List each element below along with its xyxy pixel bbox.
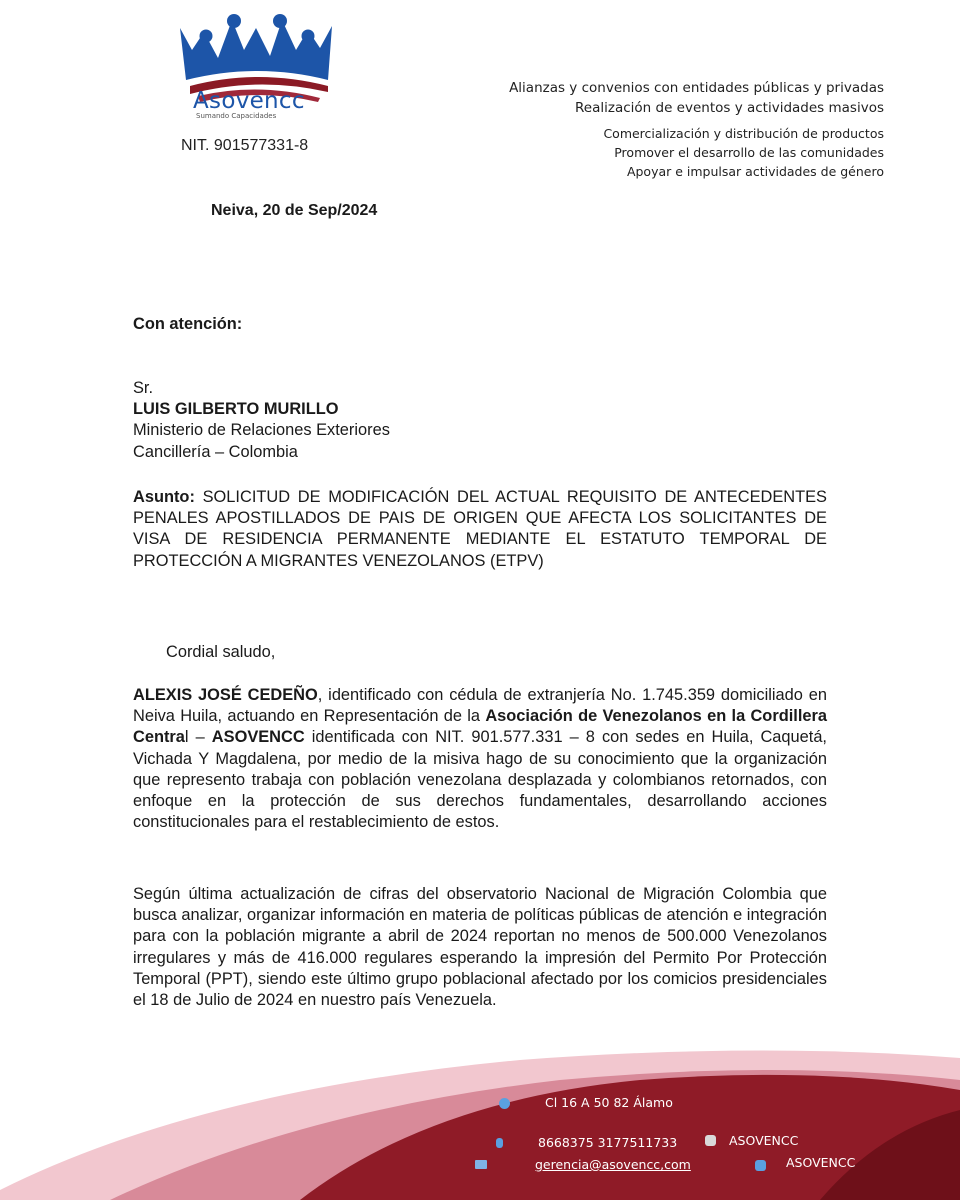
email-icon [475,1160,487,1169]
service-line: Comercialización y distribución de productos [603,126,884,141]
phone-icon [496,1138,503,1148]
footer-address: Cl 16 A 50 82 Álamo [545,1095,673,1110]
body-text: identificada con NIT. 901.577.331 – 8 con sedes en Huila, Caquetá, Vichada Y Magdalena, por medio de la misiva hago de su conocimiento que la organización que represento trabaja con población venezolana desplazada y colombianos retornados, con enfoque en la protección de sus derechos fundamentales, desarrollando acciones constitucionales para el restablecimiento de estos. [133,728,827,832]
footer-email[interactable]: gerencia@asovencc,com [535,1157,691,1172]
sender-name: ALEXIS JOSÉ CEDEÑO [133,686,318,704]
subject-paragraph [133,487,827,572]
recipient-name: LUIS GILBERTO MURILLO [133,400,339,419]
footer-instagram: ASOVENCC [729,1133,799,1148]
service-line: Alianzas y convenios con entidades públicas y privadas [509,80,884,96]
nit-number: NIT. 901577331-8 [181,137,309,154]
recipient-line2: Cancillería – Colombia [133,442,298,461]
recipient-block [133,378,827,463]
footer-twitter: ASOVENCC [786,1155,856,1170]
recipient-salutation: Sr. [133,379,154,397]
letter-date: Neiva, 20 de Sep/2024 [211,202,378,219]
footer-wave [0,1040,960,1200]
services-primary [509,78,884,118]
service-line: Apoyar e impulsar actividades de género [626,164,884,179]
organization-acronym: ASOVENCC [211,728,305,747]
brand-tagline: Sumando Capacidades [196,112,277,120]
footer-phones: 8668375 3177511733 [538,1135,678,1150]
body-paragraph-1 [133,685,827,833]
body-text: , identificado con cédula de extranjería No. 1.745.359 domiciliado en Neiva Huila, actuando en Representación de la [133,686,827,726]
instagram-icon [705,1135,716,1146]
body-paragraph-2: Según última actualización de cifras del observatorio Nacional de Migración Colombia que busca analizar, organizar información en materia de políticas públicas de atención e integración para con la población migrante a abril de 2024 reportan no menos de 500.000 Venezolanos irregulares y más de 416.000 regulares esperando la impresión del Permito Por Protección Temporal (PPT), siendo este último grupo poblacional afectado por los comicios presidenciales el 18 de Julio de 2024 en nuestro país Venezuela. [133,885,827,1010]
body-text: l – [184,728,212,747]
twitter-icon [755,1160,766,1171]
location-icon [499,1098,510,1109]
brand-name: Asovencc [193,88,305,114]
service-line: Promover el desarrollo de las comunidades [614,145,884,160]
attention-line: Con atención: [133,315,243,333]
service-line: Realización de eventos y actividades masivos [575,100,884,116]
subject-text: SOLICITUD DE MODIFICACIÓN DEL ACTUAL REQUISITO DE ANTECEDENTES PENALES APOSTILLADOS DE PAIS DE ORIGEN QUE AFECTA LOS SOLICITANTES DE VISA DE RESIDENCIA PERMANENTE MEDIANTE EL ESTATUTO TEMPORAL DE PROTECCIÓN A MIGRANTES VENEZOLANOS (ETPV) [133,488,827,570]
organization-name: Asociación de Venezolanos en la Cordillera Centra [133,707,827,747]
subject-label: Asunto: [133,488,195,506]
greeting: Cordial saludo, [166,643,276,661]
recipient-line1: Ministerio de Relaciones Exteriores [133,421,390,440]
services-secondary [603,124,884,181]
